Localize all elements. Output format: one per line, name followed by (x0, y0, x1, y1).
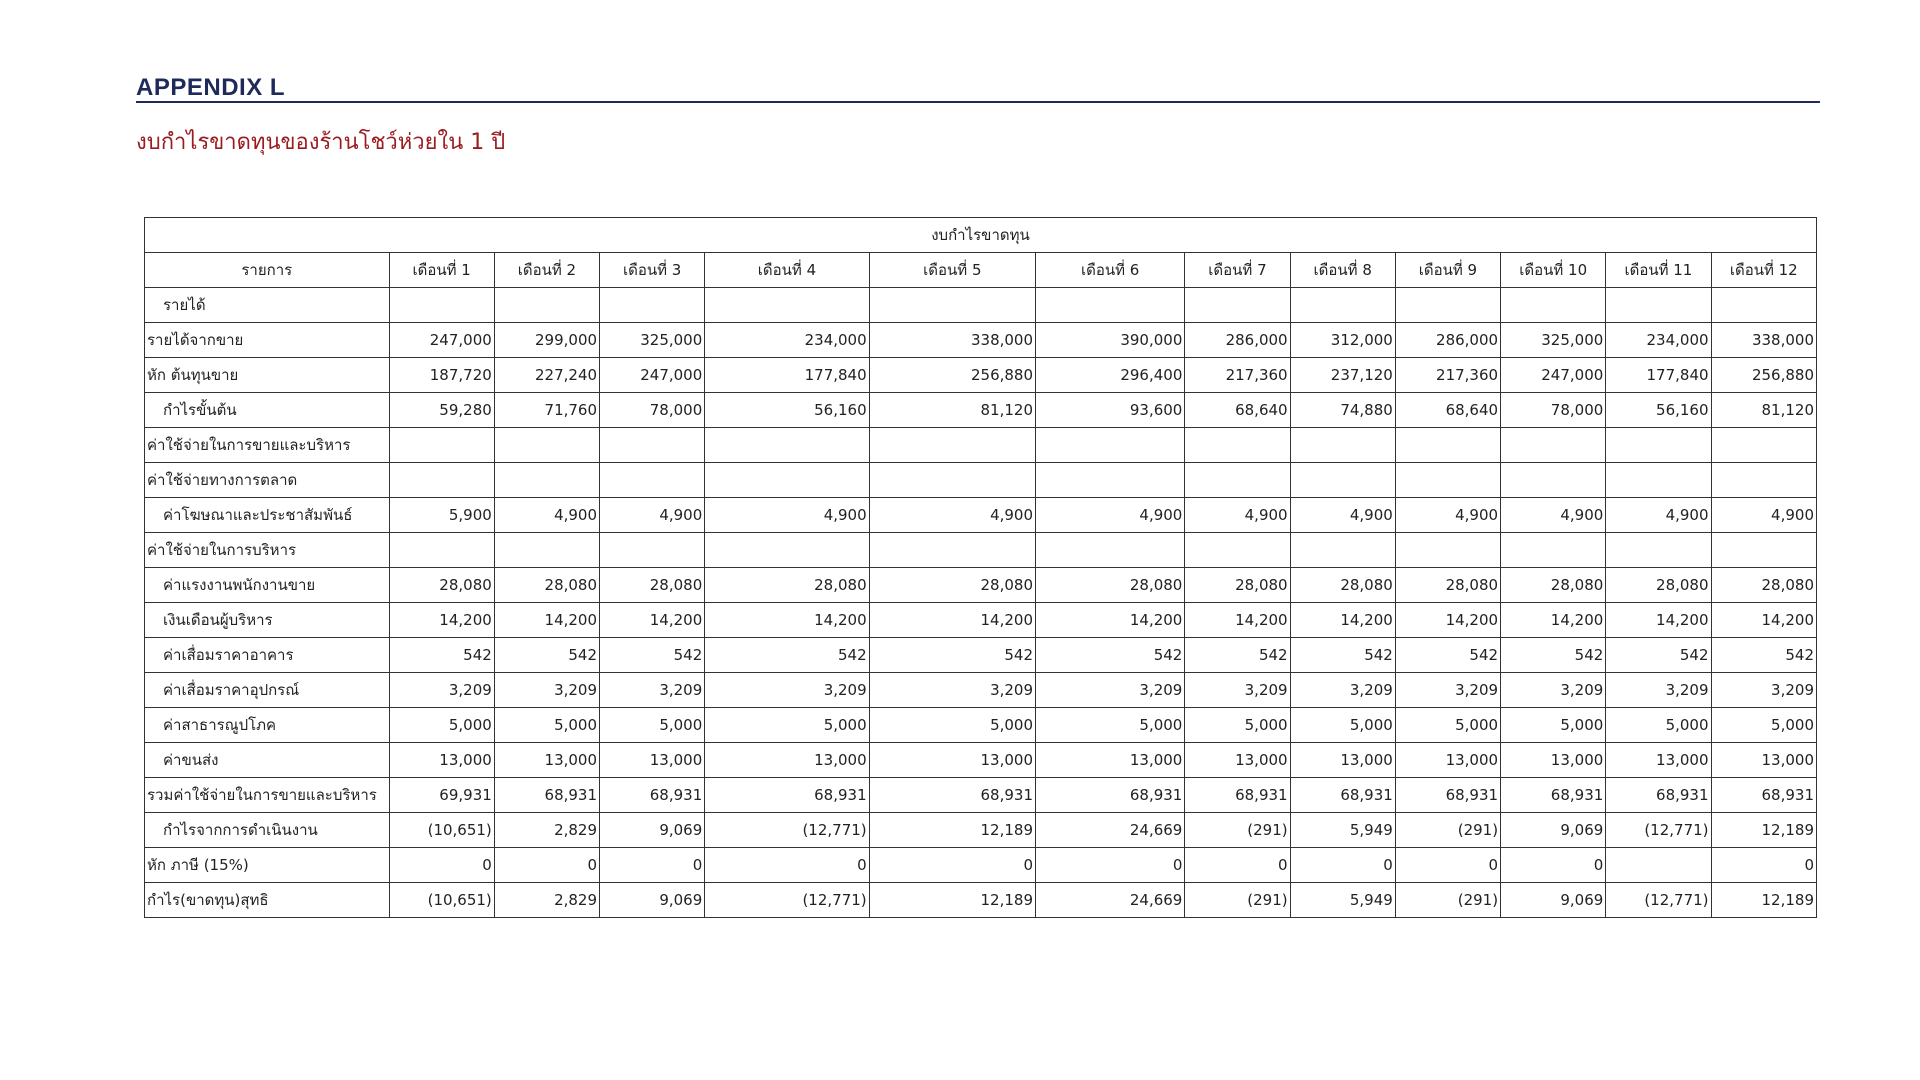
table-cell: 234,000 (705, 323, 869, 358)
table-cell: 542 (705, 638, 869, 673)
table-cell: 81,120 (1711, 393, 1816, 428)
table-cell (1606, 533, 1711, 568)
table-cell: 0 (1036, 848, 1185, 883)
table-cell: 68,931 (494, 778, 599, 813)
table-row (145, 883, 1817, 918)
table-cell: 28,080 (1711, 568, 1816, 603)
table-cell: 0 (1395, 848, 1500, 883)
table-row (145, 288, 1817, 323)
table-cell: 4,900 (494, 498, 599, 533)
row-label: ค่าใช้จ่ายทางการตลาด (145, 463, 390, 498)
column-header-month: เดือนที่ 6 (1036, 253, 1185, 288)
column-header-month: เดือนที่ 1 (389, 253, 494, 288)
row-label: ค่าขนส่ง (145, 743, 390, 778)
table-cell: 5,000 (1501, 708, 1606, 743)
table-cell: 9,069 (600, 883, 705, 918)
table-cell: 69,931 (389, 778, 494, 813)
table-row (145, 428, 1817, 463)
table-cell: 12,189 (869, 813, 1035, 848)
table-cell (1290, 533, 1395, 568)
table-cell (389, 533, 494, 568)
table-row (145, 778, 1817, 813)
table-cell: 13,000 (1185, 743, 1290, 778)
table-cell: 68,931 (1501, 778, 1606, 813)
table-cell: (291) (1395, 813, 1500, 848)
table-cell: 14,200 (1290, 603, 1395, 638)
table-cell: (291) (1185, 883, 1290, 918)
table-cell (869, 428, 1035, 463)
table-cell (869, 533, 1035, 568)
table-cell: 13,000 (1036, 743, 1185, 778)
table-cell: 5,949 (1290, 883, 1395, 918)
table-cell: 542 (389, 638, 494, 673)
table-cell (705, 463, 869, 498)
table-cell: 542 (600, 638, 705, 673)
table-cell: 28,080 (600, 568, 705, 603)
table-cell: (291) (1395, 883, 1500, 918)
table-cell (1036, 533, 1185, 568)
row-label: กำไรจากการดำเนินงาน (145, 813, 390, 848)
table-cell: 13,000 (389, 743, 494, 778)
table-caption: งบกำไรขาดทุน (145, 218, 1817, 253)
table-cell: 2,829 (494, 883, 599, 918)
table-cell: (10,651) (389, 813, 494, 848)
table-row (145, 638, 1817, 673)
table-cell (1395, 288, 1500, 323)
table-cell: 256,880 (869, 358, 1035, 393)
table-cell: 296,400 (1036, 358, 1185, 393)
table-cell: 68,931 (1606, 778, 1711, 813)
table-cell (869, 463, 1035, 498)
table-cell: 13,000 (869, 743, 1035, 778)
table-cell: 13,000 (1711, 743, 1816, 778)
table-cell: 14,200 (389, 603, 494, 638)
row-label: ค่าใช้จ่ายในการขายและบริหาร (145, 428, 390, 463)
table-row (145, 708, 1817, 743)
table-cell: (10,651) (389, 883, 494, 918)
table-cell: 3,209 (1036, 673, 1185, 708)
table-cell: 286,000 (1185, 323, 1290, 358)
table-cell: 56,160 (1606, 393, 1711, 428)
table-cell: 24,669 (1036, 883, 1185, 918)
table-cell: 5,900 (389, 498, 494, 533)
table-cell: 312,000 (1290, 323, 1395, 358)
table-body (145, 288, 1817, 918)
table-cell: 28,080 (1606, 568, 1711, 603)
table-cell: 542 (1501, 638, 1606, 673)
table-cell: 28,080 (389, 568, 494, 603)
table-cell (1711, 533, 1816, 568)
table-cell: 12,189 (869, 883, 1035, 918)
table-cell (1501, 463, 1606, 498)
table-header-row (145, 253, 1817, 288)
table-cell (1711, 288, 1816, 323)
table-cell: 217,360 (1395, 358, 1500, 393)
table-cell: 542 (1606, 638, 1711, 673)
table-cell (705, 533, 869, 568)
row-label: กำไรขั้นต้น (145, 393, 390, 428)
table-cell: 5,000 (389, 708, 494, 743)
table-cell (389, 428, 494, 463)
table-cell: 9,069 (600, 813, 705, 848)
table-cell: 0 (1711, 848, 1816, 883)
row-label: เงินเดือนผู้บริหาร (145, 603, 390, 638)
table-cell (1395, 428, 1500, 463)
row-label: ค่าเสื่อมราคาอาคาร (145, 638, 390, 673)
table-cell: 13,000 (494, 743, 599, 778)
table-cell: 4,900 (600, 498, 705, 533)
table-cell (1501, 288, 1606, 323)
table-cell: 71,760 (494, 393, 599, 428)
table-cell (494, 428, 599, 463)
table-cell: 0 (600, 848, 705, 883)
table-cell: 59,280 (389, 393, 494, 428)
table-cell: 542 (1036, 638, 1185, 673)
table-cell: 217,360 (1185, 358, 1290, 393)
table-cell: 177,840 (1606, 358, 1711, 393)
table-cell: 4,900 (1395, 498, 1500, 533)
table-row (145, 603, 1817, 638)
table-cell (600, 428, 705, 463)
table-cell (600, 288, 705, 323)
table-row (145, 463, 1817, 498)
table-cell: 28,080 (1290, 568, 1395, 603)
table-cell: 3,209 (869, 673, 1035, 708)
table-cell: 68,640 (1185, 393, 1290, 428)
column-header-item: รายการ (145, 253, 390, 288)
table-cell: 28,080 (869, 568, 1035, 603)
income-statement-table (144, 217, 1817, 918)
table-cell: 3,209 (1501, 673, 1606, 708)
table-cell: 0 (869, 848, 1035, 883)
table-cell: 390,000 (1036, 323, 1185, 358)
table-cell: 13,000 (1290, 743, 1395, 778)
table-cell: 187,720 (389, 358, 494, 393)
table-row (145, 813, 1817, 848)
row-label: หัก ภาษี (15%) (145, 848, 390, 883)
table-caption-row (145, 218, 1817, 253)
table-cell: 5,949 (1290, 813, 1395, 848)
table-cell: (12,771) (705, 883, 869, 918)
table-cell (1185, 463, 1290, 498)
table-cell: 14,200 (1606, 603, 1711, 638)
table-cell: 542 (494, 638, 599, 673)
table-cell: 3,209 (600, 673, 705, 708)
table-cell: 14,200 (869, 603, 1035, 638)
table-cell: 2,829 (494, 813, 599, 848)
table-row (145, 393, 1817, 428)
table-cell: 542 (1395, 638, 1500, 673)
row-label: ค่าแรงงานพนักงานขาย (145, 568, 390, 603)
table-cell: 13,000 (705, 743, 869, 778)
table-cell: 0 (389, 848, 494, 883)
page-subtitle: งบกำไรขาดทุนของร้านโชว์ห่วยใน 1 ปี (136, 130, 506, 155)
column-header-month: เดือนที่ 7 (1185, 253, 1290, 288)
table-cell: 542 (869, 638, 1035, 673)
table-cell: 3,209 (389, 673, 494, 708)
table-cell: 28,080 (494, 568, 599, 603)
table-cell: 0 (705, 848, 869, 883)
column-header-month: เดือนที่ 9 (1395, 253, 1500, 288)
table-cell: (291) (1185, 813, 1290, 848)
table-cell: 5,000 (1395, 708, 1500, 743)
table-cell: 5,000 (1606, 708, 1711, 743)
table-cell (1711, 463, 1816, 498)
table-cell (600, 533, 705, 568)
table-cell: 5,000 (600, 708, 705, 743)
table-row (145, 498, 1817, 533)
table-cell: 9,069 (1501, 883, 1606, 918)
table-cell: 0 (494, 848, 599, 883)
table-cell: 5,000 (705, 708, 869, 743)
table-cell: 542 (1711, 638, 1816, 673)
table-cell (1606, 428, 1711, 463)
table-cell: 3,209 (705, 673, 869, 708)
table-cell: 5,000 (869, 708, 1035, 743)
table-cell: 4,900 (1606, 498, 1711, 533)
table-cell (1501, 428, 1606, 463)
table-row (145, 673, 1817, 708)
table-cell: 542 (1290, 638, 1395, 673)
row-label: รวมค่าใช้จ่ายในการขายและบริหาร (145, 778, 390, 813)
table-cell (1290, 463, 1395, 498)
table-cell: 177,840 (705, 358, 869, 393)
table-cell (494, 533, 599, 568)
table-cell: 5,000 (1036, 708, 1185, 743)
table-cell: 14,200 (1036, 603, 1185, 638)
table-cell: 14,200 (494, 603, 599, 638)
table-cell: 5,000 (1711, 708, 1816, 743)
table-cell: 68,931 (1185, 778, 1290, 813)
table-cell: 68,931 (1711, 778, 1816, 813)
row-label: ค่าโฆษณาและประชาสัมพันธ์ (145, 498, 390, 533)
table-cell (1606, 288, 1711, 323)
table-cell: 68,931 (1395, 778, 1500, 813)
table-cell: 12,189 (1711, 883, 1816, 918)
table-cell (1036, 288, 1185, 323)
table-cell (1606, 463, 1711, 498)
table-cell: 237,120 (1290, 358, 1395, 393)
table-cell: 3,209 (1606, 673, 1711, 708)
table-cell: 28,080 (1501, 568, 1606, 603)
column-header-month: เดือนที่ 12 (1711, 253, 1816, 288)
table-cell (705, 428, 869, 463)
table-cell: 5,000 (1185, 708, 1290, 743)
row-label: ค่าเสื่อมราคาอุปกรณ์ (145, 673, 390, 708)
table-cell (1185, 428, 1290, 463)
table-cell: 24,669 (1036, 813, 1185, 848)
table-cell: 542 (1185, 638, 1290, 673)
table-cell: 0 (1501, 848, 1606, 883)
title-divider (136, 101, 1820, 103)
table-row (145, 358, 1817, 393)
table-cell: 4,900 (1036, 498, 1185, 533)
table-cell: 28,080 (705, 568, 869, 603)
table-cell: 81,120 (869, 393, 1035, 428)
column-header-month: เดือนที่ 5 (869, 253, 1035, 288)
column-header-month: เดือนที่ 2 (494, 253, 599, 288)
table-cell (1290, 288, 1395, 323)
table-cell: 13,000 (1395, 743, 1500, 778)
row-label: รายได้ (145, 288, 390, 323)
table-cell: (12,771) (1606, 883, 1711, 918)
table-cell: 0 (1290, 848, 1395, 883)
column-header-month: เดือนที่ 11 (1606, 253, 1711, 288)
table-row (145, 743, 1817, 778)
table-cell: 247,000 (600, 358, 705, 393)
table-cell: 12,189 (1711, 813, 1816, 848)
table-row (145, 568, 1817, 603)
table-cell: (12,771) (1606, 813, 1711, 848)
table-row (145, 533, 1817, 568)
table-row (145, 848, 1817, 883)
table-cell: 325,000 (600, 323, 705, 358)
table-cell: 14,200 (1185, 603, 1290, 638)
table-cell: 286,000 (1395, 323, 1500, 358)
table-cell: 13,000 (1501, 743, 1606, 778)
table-cell (1501, 533, 1606, 568)
table-cell: 56,160 (705, 393, 869, 428)
row-label: หัก ต้นทุนขาย (145, 358, 390, 393)
table-cell: 256,880 (1711, 358, 1816, 393)
table-cell: 3,209 (1290, 673, 1395, 708)
row-label: ค่าสาธารณูปโภค (145, 708, 390, 743)
table-cell (1711, 428, 1816, 463)
table-cell: 4,900 (1711, 498, 1816, 533)
income-statement-table-wrap (144, 217, 1817, 918)
row-label: รายได้จากขาย (145, 323, 390, 358)
table-cell: 3,209 (1711, 673, 1816, 708)
table-cell: 3,209 (494, 673, 599, 708)
table-cell (1290, 428, 1395, 463)
table-cell: 68,931 (1290, 778, 1395, 813)
table-cell (1036, 428, 1185, 463)
table-cell (389, 288, 494, 323)
table-cell (1395, 463, 1500, 498)
table-cell (1036, 463, 1185, 498)
table-cell: 14,200 (600, 603, 705, 638)
table-cell: 28,080 (1185, 568, 1290, 603)
table-cell: 28,080 (1036, 568, 1185, 603)
table-cell: 14,200 (1395, 603, 1500, 638)
table-cell (600, 463, 705, 498)
column-header-month: เดือนที่ 8 (1290, 253, 1395, 288)
table-row (145, 323, 1817, 358)
table-cell: 4,900 (705, 498, 869, 533)
table-cell (1395, 533, 1500, 568)
table-cell: 93,600 (1036, 393, 1185, 428)
table-cell: 13,000 (1606, 743, 1711, 778)
table-cell (494, 288, 599, 323)
appendix-title: APPENDIX L (136, 74, 286, 101)
table-cell: 68,640 (1395, 393, 1500, 428)
table-cell (1185, 533, 1290, 568)
table-cell: 68,931 (1036, 778, 1185, 813)
table-cell: (12,771) (705, 813, 869, 848)
table-cell: 5,000 (494, 708, 599, 743)
row-label: กำไร(ขาดทุน)สุทธิ (145, 883, 390, 918)
table-cell: 227,240 (494, 358, 599, 393)
table-cell: 5,000 (1290, 708, 1395, 743)
table-cell: 4,900 (1185, 498, 1290, 533)
table-cell (1185, 288, 1290, 323)
table-cell: 14,200 (1711, 603, 1816, 638)
table-cell (494, 463, 599, 498)
table-cell: 338,000 (1711, 323, 1816, 358)
table-cell: 68,931 (600, 778, 705, 813)
table-cell: 3,209 (1395, 673, 1500, 708)
table-cell: 78,000 (1501, 393, 1606, 428)
table-cell: 4,900 (1501, 498, 1606, 533)
table-cell: 78,000 (600, 393, 705, 428)
table-cell: 234,000 (1606, 323, 1711, 358)
column-header-month: เดือนที่ 10 (1501, 253, 1606, 288)
table-cell: 9,069 (1501, 813, 1606, 848)
table-cell: 299,000 (494, 323, 599, 358)
table-cell: 14,200 (705, 603, 869, 638)
table-cell (705, 288, 869, 323)
table-cell: 68,931 (705, 778, 869, 813)
column-header-month: เดือนที่ 4 (705, 253, 869, 288)
table-cell: 74,880 (1290, 393, 1395, 428)
column-header-month: เดือนที่ 3 (600, 253, 705, 288)
table-cell: 28,080 (1395, 568, 1500, 603)
table-cell: 0 (1185, 848, 1290, 883)
table-cell: 13,000 (600, 743, 705, 778)
row-label: ค่าใช้จ่ายในการบริหาร (145, 533, 390, 568)
table-cell: 247,000 (1501, 358, 1606, 393)
table-cell: 14,200 (1501, 603, 1606, 638)
table-cell (389, 463, 494, 498)
table-cell: 4,900 (869, 498, 1035, 533)
table-cell: 338,000 (869, 323, 1035, 358)
table-cell: 247,000 (389, 323, 494, 358)
table-cell: 325,000 (1501, 323, 1606, 358)
table-cell: 68,931 (869, 778, 1035, 813)
table-cell (869, 288, 1035, 323)
table-cell: 4,900 (1290, 498, 1395, 533)
table-cell (1606, 848, 1711, 883)
table-cell: 3,209 (1185, 673, 1290, 708)
